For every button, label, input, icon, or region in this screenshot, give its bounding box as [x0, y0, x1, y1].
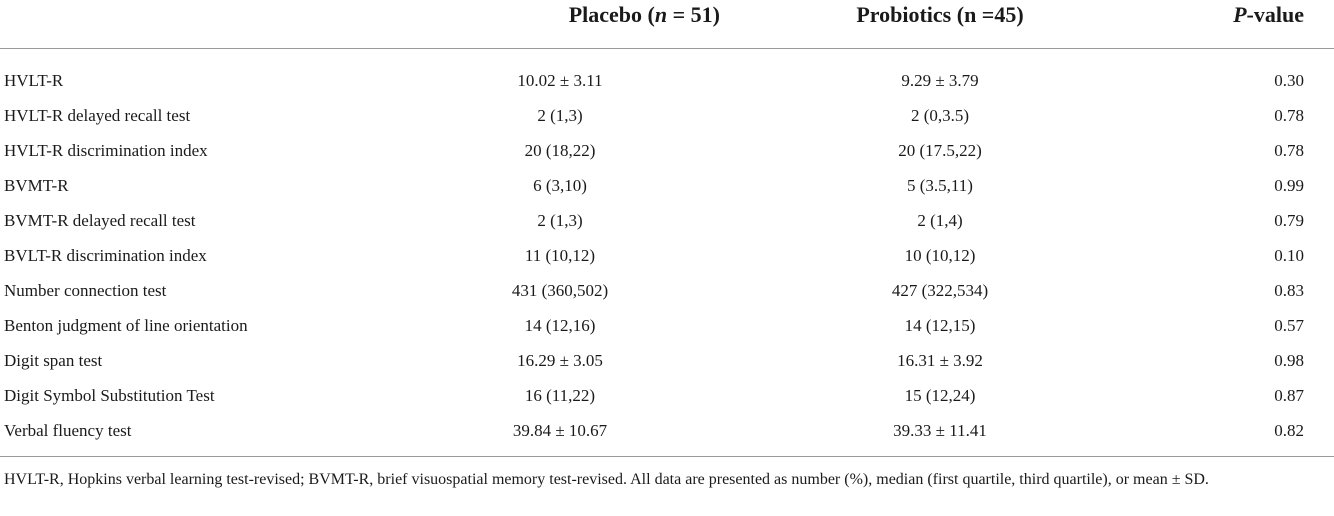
table-body: [0, 49, 1334, 457]
row-pvalue: 0.79: [1274, 210, 1304, 230]
row-pvalue: 0.30: [1274, 70, 1304, 90]
row-placebo-value: 39.84 ± 10.67: [400, 413, 720, 457]
header-placebo-post: = 51): [667, 2, 720, 27]
table-row: [0, 203, 1334, 238]
row-label: HVLT-R: [4, 70, 64, 90]
row-placebo-value: 16 (11,22): [524, 385, 596, 405]
row-placebo-value: 2 (1,3): [537, 210, 583, 230]
row-placebo-value: 16.29 ± 3.05: [517, 350, 603, 370]
row-pvalue: 0.78: [1274, 105, 1304, 125]
row-placebo-value: 10.02 ± 3.11: [517, 70, 603, 90]
row-probiotics-value: 39.33 ± 11.41: [720, 413, 1160, 457]
header-pvalue-rest: -value: [1246, 2, 1304, 27]
row-probiotics-value: 9.29 ± 3.79: [901, 70, 979, 90]
row-label: Digit Symbol Substitution Test: [4, 385, 215, 405]
header-placebo-n: n: [654, 2, 668, 27]
header-placebo-pre: Placebo (: [568, 2, 655, 27]
row-label: BVMT-R: [4, 175, 69, 195]
table-row: [0, 238, 1334, 273]
table-row: [0, 133, 1334, 168]
row-placebo-value: 14 (12,16): [524, 315, 596, 335]
row-label: HVLT-R delayed recall test: [4, 105, 191, 125]
row-probiotics-value: 5 (3.5,11): [907, 175, 973, 195]
row-probiotics-value: 10 (10,12): [904, 245, 976, 265]
table-row: [0, 49, 1334, 99]
header-probiotics: Probiotics (n =45): [720, 0, 1160, 49]
table-row: [0, 378, 1334, 413]
table-row: [0, 413, 1334, 457]
table-header: [0, 0, 1334, 49]
row-pvalue: 0.98: [1274, 350, 1304, 370]
row-pvalue: 0.10: [1274, 245, 1304, 265]
row-pvalue: 0.78: [1274, 140, 1304, 160]
table-row: [0, 308, 1334, 343]
row-probiotics-value: 16.31 ± 3.92: [897, 350, 983, 370]
row-label: BVMT-R delayed recall test: [4, 210, 196, 230]
row-label: Verbal fluency test: [0, 413, 400, 457]
row-label: Number connection test: [4, 280, 167, 300]
row-placebo-value: 6 (3,10): [533, 175, 587, 195]
row-placebo-value: 20 (18,22): [524, 140, 596, 160]
row-label: HVLT-R discrimination index: [4, 140, 208, 160]
row-pvalue: 0.99: [1274, 175, 1304, 195]
row-pvalue: 0.82: [1160, 413, 1334, 457]
row-placebo-value: 11 (10,12): [524, 245, 596, 265]
table-row: [0, 98, 1334, 133]
header-label-cell: [0, 0, 400, 49]
row-pvalue: 0.87: [1274, 385, 1304, 405]
header-pvalue-p: P: [1233, 2, 1247, 27]
header-row: [0, 0, 1334, 49]
table-footnote: HVLT-R, Hopkins verbal learning test-revised; BVMT-R, brief visuospatial memory test-revised. All data are presented as number (%), median (first quartile, third quartile), or mean ± SD.: [4, 471, 1209, 488]
header-pvalue: [1160, 0, 1334, 49]
row-label: Digit span test: [4, 350, 103, 370]
row-probiotics-value: 20 (17.5,22): [898, 140, 982, 160]
table-row: [0, 343, 1334, 378]
row-pvalue: 0.57: [1274, 315, 1304, 335]
row-label: BVLT-R discrimination index: [4, 245, 207, 265]
row-probiotics-value: 427 (322,534): [891, 280, 989, 300]
row-pvalue: 0.83: [1274, 280, 1304, 300]
row-probiotics-value: 2 (1,4): [917, 210, 963, 230]
row-probiotics-value: 15 (12,24): [904, 385, 976, 405]
row-probiotics-value: 14 (12,15): [904, 315, 976, 335]
row-label: Benton judgment of line orientation: [4, 315, 248, 335]
table-row: [0, 273, 1334, 308]
row-placebo-value: 431 (360,502): [511, 280, 609, 300]
row-probiotics-value: 2 (0,3.5): [910, 105, 970, 125]
row-placebo-value: 2 (1,3): [537, 105, 583, 125]
table-row: [0, 168, 1334, 203]
header-placebo: [400, 0, 720, 49]
